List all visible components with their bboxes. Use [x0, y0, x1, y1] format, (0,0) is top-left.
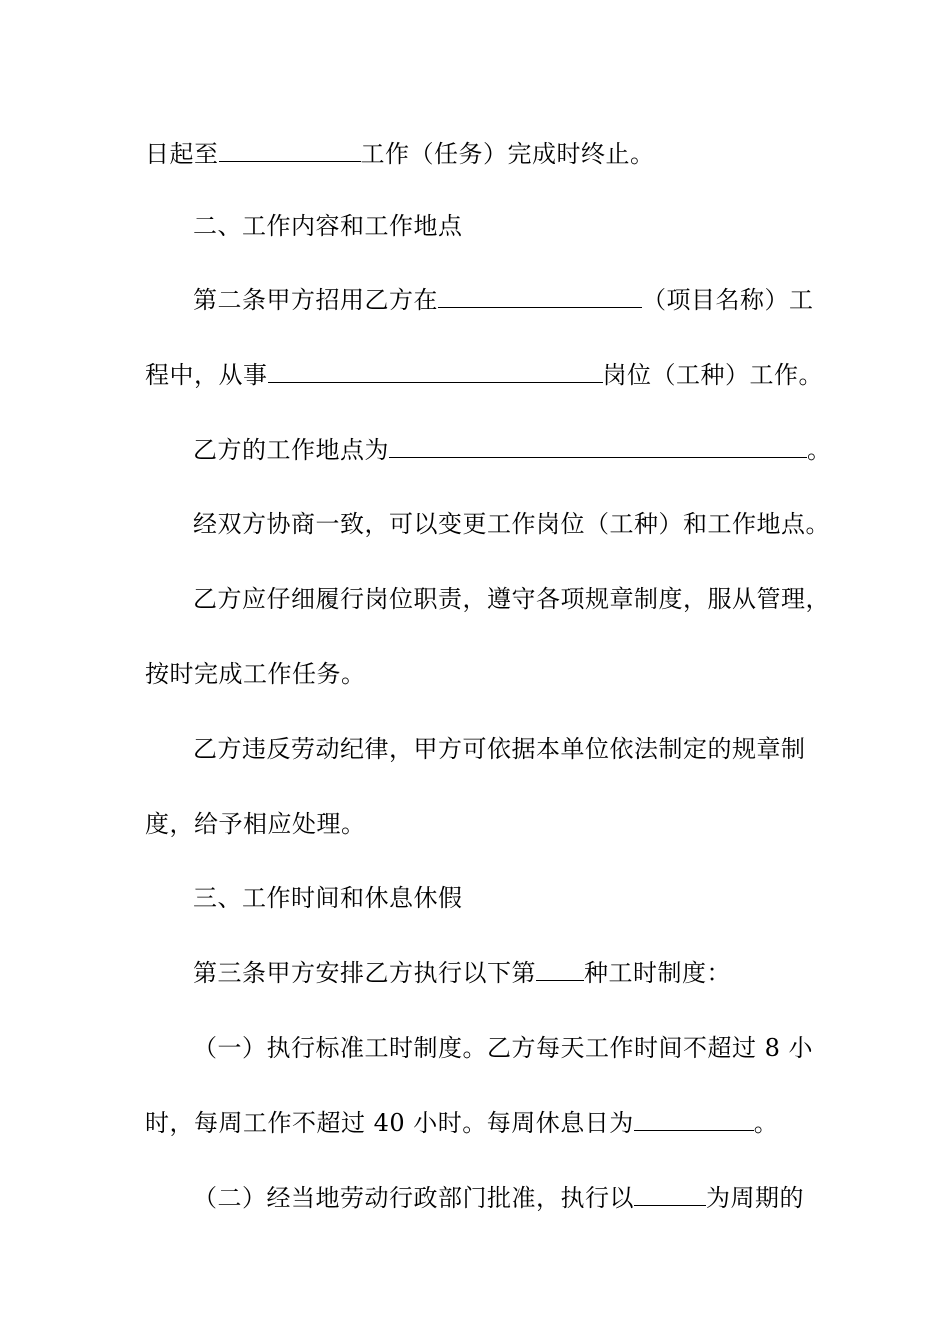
heading-text: 三、工作时间和休息休假 — [193, 884, 463, 912]
text-segment: 岗位（工种）工作。 — [602, 361, 823, 389]
text-segment: （一）执行标准工时制度。乙方每天工作时间不超过 8 小 — [193, 1034, 814, 1062]
text-segment: 经双方协商一致，可以变更工作岗位（工种）和工作地点。 — [193, 510, 830, 538]
text-segment: 乙方的工作地点为 — [193, 436, 389, 464]
text-line-4 — [145, 360, 845, 390]
text-segment: 日起至 — [145, 140, 219, 168]
text-segment: 。 — [807, 436, 832, 464]
text-line-10 — [145, 809, 845, 839]
text-line-1 — [145, 139, 845, 169]
text-segment: 为周期的 — [706, 1184, 804, 1212]
text-segment: 。 — [753, 1109, 779, 1137]
text-segment: （项目名称）工 — [642, 286, 814, 314]
text-line-9 — [193, 734, 893, 764]
text-segment: 程中，从事 — [145, 361, 268, 389]
text-segment: 时，每周工作不超过 40 小时。每周休息日为 — [145, 1109, 634, 1137]
blank-field-end-date[interactable] — [219, 139, 361, 162]
blank-field-hours-type[interactable] — [536, 958, 584, 981]
blank-field-work-location[interactable] — [389, 435, 807, 458]
text-line-12 — [193, 958, 893, 988]
text-segment: 乙方应仔细履行岗位职责，遵守各项规章制度，服从管理， — [193, 585, 830, 613]
text-line-6 — [193, 509, 893, 539]
blank-field-position[interactable] — [268, 360, 603, 383]
text-line-13 — [193, 1033, 893, 1063]
text-segment: 乙方违反劳动纪律，甲方可依据本单位依法制定的规章制 — [193, 735, 806, 763]
text-line-15 — [193, 1183, 893, 1213]
text-segment: 第三条甲方安排乙方执行以下第 — [193, 959, 536, 987]
text-line-8 — [145, 659, 845, 689]
heading-text: 二、工作内容和工作地点 — [193, 212, 463, 240]
section-heading-3 — [193, 883, 893, 913]
section-heading-2 — [193, 211, 893, 241]
text-line-7 — [193, 584, 893, 614]
text-line-14 — [145, 1108, 845, 1138]
text-segment: （二）经当地劳动行政部门批准，执行以 — [193, 1184, 634, 1212]
text-segment: 种工时制度： — [584, 959, 731, 987]
text-line-3 — [193, 285, 893, 315]
text-line-5 — [193, 435, 893, 465]
text-segment: 第二条甲方招用乙方在 — [193, 286, 438, 314]
text-segment: 工作（任务）完成时终止。 — [360, 140, 655, 168]
text-segment: 度，给予相应处理。 — [145, 810, 366, 838]
blank-field-cycle-period[interactable] — [634, 1183, 706, 1206]
text-segment: 按时完成工作任务。 — [145, 660, 366, 688]
blank-field-project-name[interactable] — [438, 285, 642, 308]
blank-field-rest-day[interactable] — [634, 1108, 754, 1131]
